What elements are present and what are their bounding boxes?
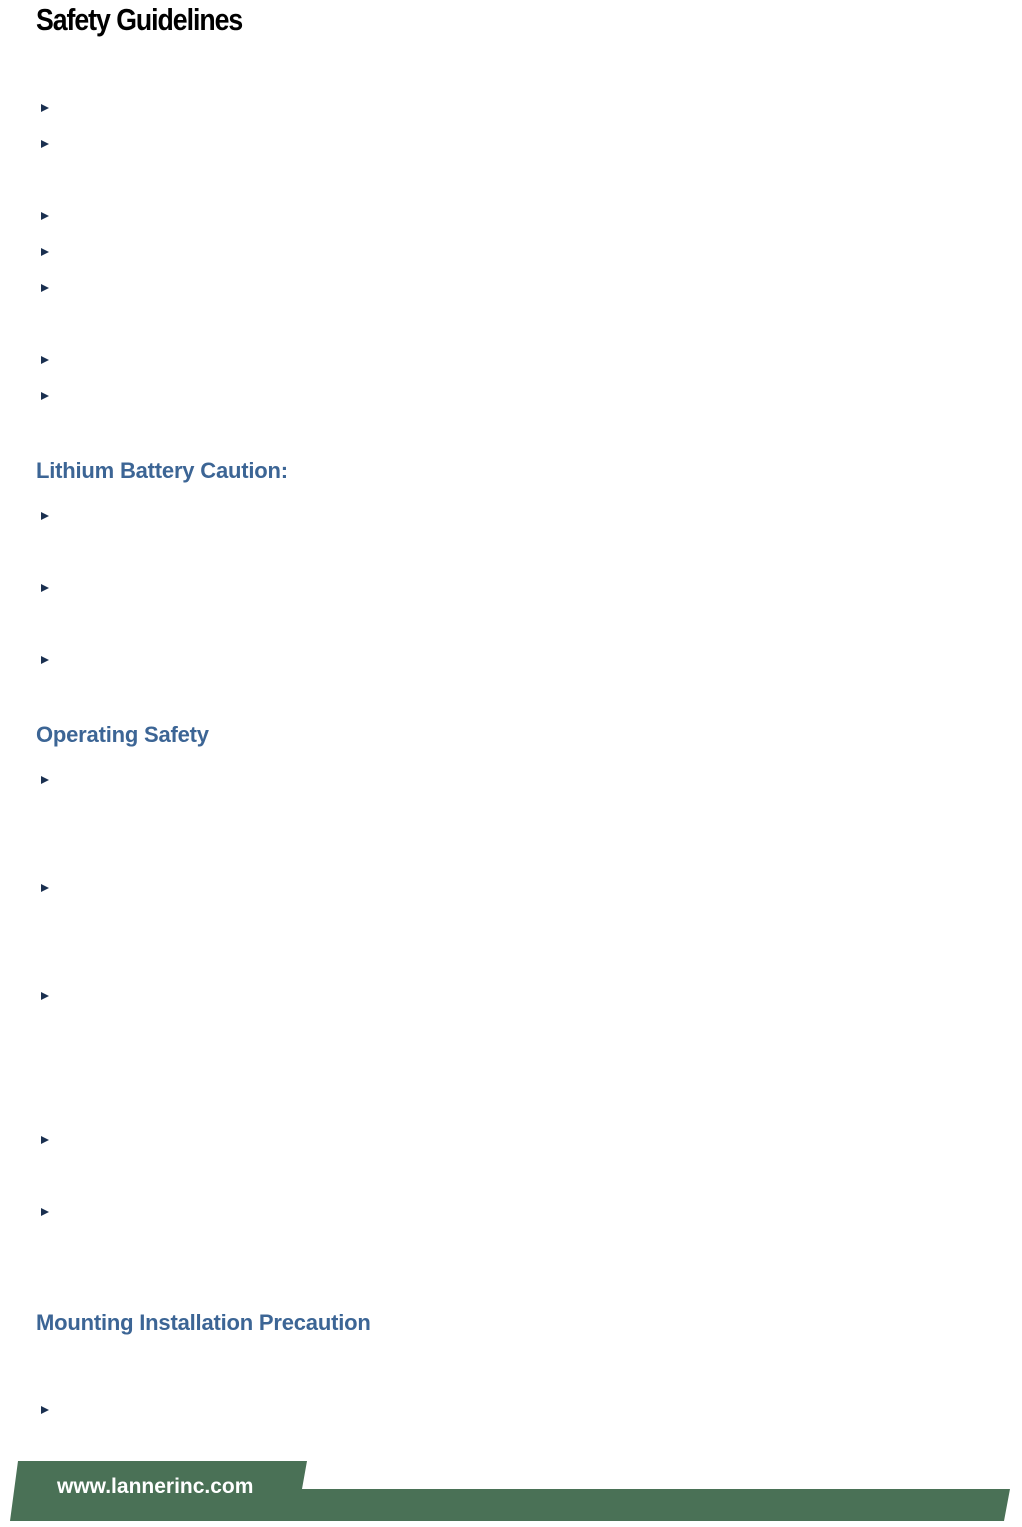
- page-footer: [0, 1455, 1022, 1527]
- section-heading-operating-safety: Operating Safety: [36, 722, 209, 747]
- triangle-bullet-icon: [41, 1136, 49, 1144]
- triangle-bullet-icon: [41, 884, 49, 892]
- page-title: Safety Guidelines: [36, 2, 243, 37]
- triangle-bullet-icon: [41, 248, 49, 256]
- triangle-bullet-icon: [41, 1406, 49, 1414]
- section-heading-lithium-battery: Lithium Battery Caution:: [36, 458, 288, 483]
- triangle-bullet-icon: [41, 284, 49, 292]
- triangle-bullet-icon: [41, 104, 49, 112]
- triangle-bullet-icon: [41, 656, 49, 664]
- footer-website-url: www.lannerinc.com: [57, 1475, 254, 1498]
- triangle-bullet-icon: [41, 212, 49, 220]
- triangle-bullet-icon: [41, 140, 49, 148]
- section-heading-mounting-installation: Mounting Installation Precaution: [36, 1310, 371, 1335]
- triangle-bullet-icon: [41, 356, 49, 364]
- triangle-bullet-icon: [41, 392, 49, 400]
- triangle-bullet-icon: [41, 776, 49, 784]
- triangle-bullet-icon: [41, 584, 49, 592]
- triangle-bullet-icon: [41, 512, 49, 520]
- triangle-bullet-icon: [41, 992, 49, 1000]
- triangle-bullet-icon: [41, 1208, 49, 1216]
